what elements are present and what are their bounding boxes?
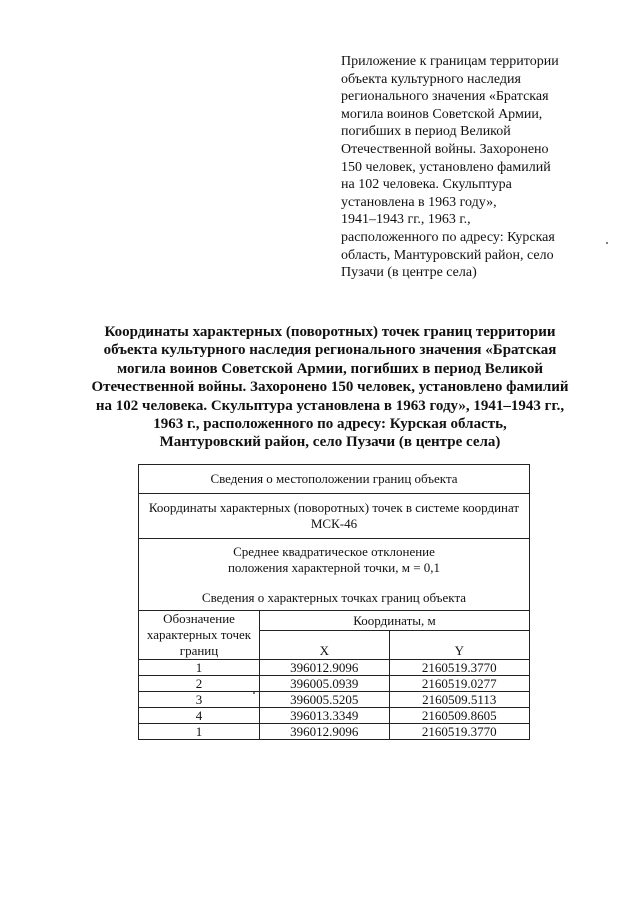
x-coordinate-cell: 396005.5205	[260, 692, 390, 708]
title-line: на 102 человека. Скульптура установлена в 1963 году», 1941–1943 гг.,	[95, 397, 565, 414]
title-line: Координаты характерных (поворотных) точек границ территории	[104, 324, 556, 340]
point-number-cell: 1	[139, 660, 260, 676]
table-row	[139, 708, 530, 724]
designation-header-line: характерных точек	[146, 627, 252, 642]
table-row	[139, 660, 530, 676]
appendix-line: Пузачи (в центре села)	[341, 265, 477, 281]
x-column-header: X	[260, 631, 390, 660]
y-coordinate-cell: 2160509.8605	[389, 708, 529, 724]
document-title	[84, 323, 576, 452]
point-number-cell: 1	[139, 724, 260, 740]
y-coordinate-cell: 2160509.5113	[389, 692, 529, 708]
y-column-header: Y	[389, 631, 529, 660]
table-row-location-info	[139, 465, 530, 494]
appendix-line: Отечественной войны. Захоронено	[341, 141, 549, 157]
x-coordinate-cell: 396012.9096	[260, 660, 390, 676]
title-line: 1963 г., расположенного по адресу: Курская область,	[153, 416, 507, 433]
coordinate-system-line: Координаты характерных (поворотных) точек в системе координат	[148, 500, 520, 515]
appendix-note	[341, 53, 585, 282]
appendix-line: объекта культурного наследия	[341, 71, 521, 87]
coordinates-header: Координаты, м	[260, 611, 530, 631]
y-coordinate-cell: 2160519.3770	[389, 724, 529, 740]
coordinate-system-code: МСК-46	[310, 516, 358, 531]
x-coordinate-cell: 396005.0939	[260, 676, 390, 692]
designation-header-line: границ	[179, 643, 219, 658]
appendix-line: расположенного по адресу: Курская	[341, 229, 555, 245]
x-coordinate-cell: 396013.3349	[260, 708, 390, 724]
point-number-cell: 3	[139, 692, 260, 708]
title-line: объекта культурного наследия регионального значения «Братская	[103, 342, 557, 359]
appendix-line: погибших в период Великой	[341, 124, 511, 140]
y-coordinate-cell: 2160519.0277	[389, 676, 529, 692]
coordinates-table	[138, 464, 530, 740]
y-coordinate-cell: 2160519.3770	[389, 660, 529, 676]
title-line: могила воинов Советской Армии, погибших в период Великой	[116, 360, 544, 377]
point-number-cell: 2	[139, 676, 260, 692]
title-line: Мантуровский район, село Пузачи (в центре села)	[159, 434, 501, 451]
table-header-row	[139, 611, 530, 631]
appendix-line: установлена в 1963 году»,	[341, 194, 497, 210]
appendix-line: Приложение к границам территории	[341, 54, 559, 69]
appendix-line: 1941–1943 гг., 1963 г.,	[341, 212, 471, 228]
spacer	[143, 576, 525, 590]
table-row-parameters	[139, 539, 530, 611]
x-coordinate-cell: 396012.9096	[260, 724, 390, 740]
appendix-line: область, Мантуровский район, село	[341, 247, 554, 263]
deviation-value-line: положения характерной точки, м = 0,1	[227, 559, 441, 575]
table-row-coordinate-system	[139, 494, 530, 539]
coordinate-system-cell	[139, 494, 530, 539]
designation-header-line: Обозначение	[163, 611, 235, 626]
appendix-line: могила воинов Советской Армии,	[341, 106, 543, 122]
table-row	[139, 692, 530, 708]
appendix-line: регионального значения «Братская	[341, 89, 549, 105]
table-row	[139, 724, 530, 740]
title-line: Отечественной войны. Захоронено 150 человек, установлено фамилий	[91, 379, 569, 396]
appendix-line: на 102 человека. Скульптура	[341, 177, 512, 193]
location-info-cell: Сведения о местоположении границ объекта	[139, 465, 530, 494]
table-row	[139, 676, 530, 692]
scan-speck	[253, 692, 255, 694]
designation-header	[139, 611, 260, 660]
point-number-cell: 4	[139, 708, 260, 724]
deviation-line: Среднее квадратическое отклонение	[233, 543, 435, 559]
appendix-line: 150 человек, установлено фамилий	[341, 159, 551, 175]
parameters-cell	[139, 539, 530, 611]
scan-speck	[606, 242, 608, 244]
points-info-line: Сведения о характерных точках границ объекта	[201, 589, 467, 605]
